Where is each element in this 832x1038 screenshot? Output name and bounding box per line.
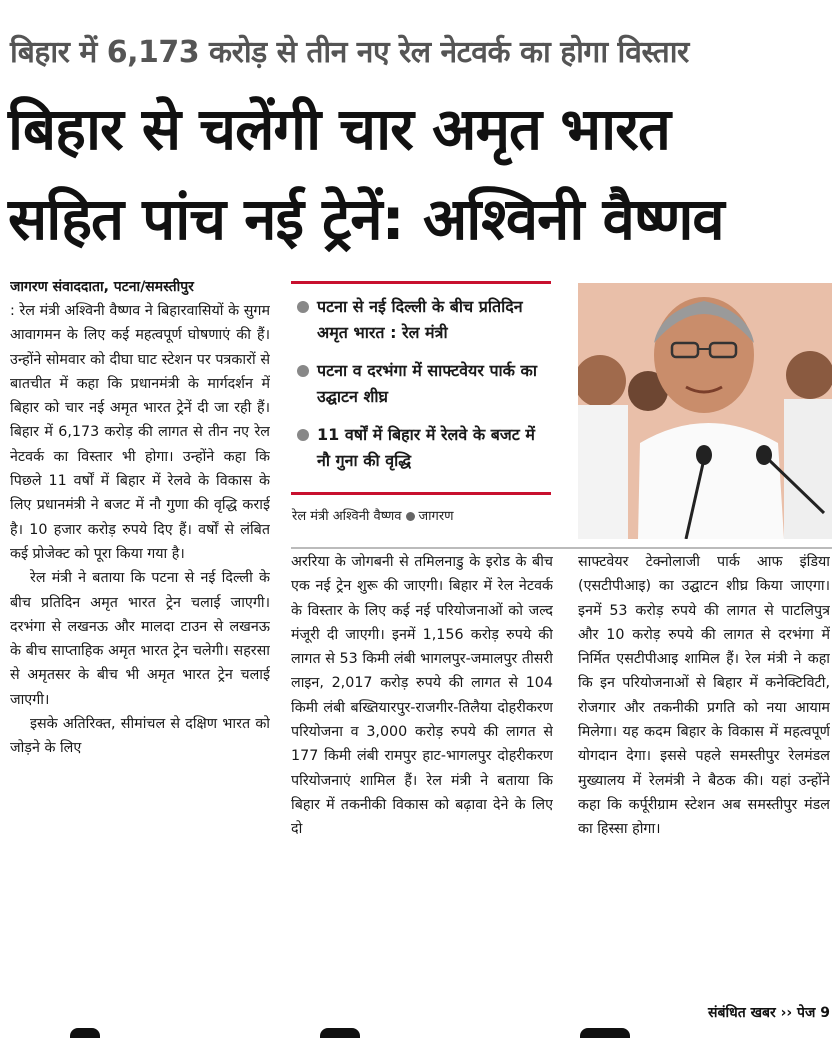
next-headline-fragment	[580, 1028, 630, 1038]
article-column-2	[291, 550, 553, 1020]
bullet-icon	[297, 365, 309, 377]
main-headline-line-2: सहित पांच नई ट्रेनें: अश्विनी वैष्णव	[8, 185, 724, 253]
photo-credit: जागरण	[418, 509, 454, 524]
article-paragraph-3: इसके अतिरिक्त, सीमांचल से दक्षिण भारत को जोड़ने के लिए	[10, 716, 270, 757]
next-headline-fragment	[320, 1028, 360, 1038]
caption-text: रेल मंत्री अश्विनी वैष्णव	[292, 509, 402, 524]
highlight-item	[295, 422, 547, 474]
news-photo	[578, 283, 832, 539]
highlight-item	[295, 358, 547, 410]
kicker-headline: बिहार में 6,173 करोड़ से तीन नए रेल नेटवर्क का होगा विस्तार	[10, 35, 689, 70]
main-headline-line-1: बिहार से चलेंगी चार अमृत भारत	[8, 95, 670, 163]
bullet-icon	[297, 429, 309, 441]
photo-caption	[292, 505, 562, 529]
column-divider	[291, 547, 832, 549]
bullet-icon	[406, 512, 415, 521]
related-news-link[interactable]: संबंधित खबर ›› पेज 9	[708, 1005, 830, 1021]
highlight-item	[295, 294, 547, 346]
next-headline-fragment	[70, 1028, 100, 1038]
article-column-3	[578, 550, 830, 998]
article-paragraph-2: रेल मंत्री ने बताया कि पटना से नई दिल्ली के बीच प्रतिदिन अमृत भारत ट्रेन चलाई जाएगी। दरभंगा से लखनऊ और मालदा टाउन से लखनऊ के बीच साप्ताहिक अमृत भारत ट्रेन चलेगी। सहरसा से अमृतसर के बीच भी अमृत भारत ट्रेन चलाई जाएगी।	[10, 570, 270, 708]
bullet-icon	[297, 301, 309, 313]
article-paragraph-5: साफ्टवेयर टेक्नोलाजी पार्क आफ इंडिया (एसटीपीआइ) का उद्घाटन शीघ्र किया जाएगा। इनमें 53 करोड़ रुपये की लागत से पाटलिपुत्र और 10 करोड़ रुपये की लागत से दरभंगा में निर्मित एसटीपीआइ शामिल हैं। रेल मंत्री ने कहा कि इन परियोजनाओं से बिहार में कनेक्टिविटी, रोजगार और तकनीकी प्रगति को नया आयाम मिलेगा। यह कदम बिहार के विकास में महत्वपूर्ण योगदान देगा। इससे पहले समस्तीपुर रेलमंडल मुख्यालय में रेलमंत्री ने बैठक की। यहां उन्होंने कहा कि कर्पूरीग्राम स्टेशन अब समस्तीपुर मंडल का हिस्सा होगा।	[578, 554, 830, 838]
highlight-text: पटना व दरभंगा में साफ्टवेयर पार्क का उद्घाटन शीघ्र	[317, 361, 537, 406]
speaker-photo-illustration	[578, 283, 832, 539]
article-paragraph-4: अररिया के जोगबनी से तमिलनाडु के इरोड के बीच एक नई ट्रेन शुरू की जाएगी। बिहार में रेल नेटवर्क के विस्तार के लिए कई नई परियोजनाओं को जल्द मंजूरी दी जाएगी। इनमें 1,156 करोड़ रुपये की लागत से 53 किमी लंबी भागलपुर-जमालपुर तीसरी लाइन, 2,017 करोड़ रुपये की लागत से 104 किमी लंबी बख्तियारपुर-राजगीर-तिलैया दोहरीकरण परियोजना व 3,000 करोड़ रुपये की लागत से 177 किमी लंबी रामपुर हाट-भागलपुर दोहरीकरण परियोजनाएं शामिल हैं। रेल मंत्री ने बताया कि बिहार में तकनीकी विकास को बढ़ावा देने के लिए दो	[291, 554, 553, 838]
byline: जागरण संवाददाता, पटना/समस्तीपुर	[10, 279, 194, 295]
highlight-text: पटना से नई दिल्ली के बीच प्रतिदिन अमृत भारत : रेल मंत्री	[317, 297, 523, 342]
article-paragraph-1: : रेल मंत्री अश्विनी वैष्णव ने बिहारवासियों के सुगम आवागमन के लिए कई महत्वपूर्ण घोषणाएं की हैं। उन्होंने सोमवार को दीघा घाट स्टेशन पर पत्रकारों से बातचीत में कहा कि प्रधानमंत्री के मार्गदर्शन में बिहार को चार नई अमृत भारत ट्रेनें दी जा रही हैं। बिहार में 6,173 करोड़ की लागत से तीन नए रेल नेटवर्क का विस्तार भी होगा। उन्होंने कहा कि पिछले 11 वर्षों में बिहार में रेलवे के विकास के लिए प्रधानमंत्री ने बजट में नौ गुणा की वृद्धि कराई है। 10 हजार करोड़ रुपये दिए हैं। वर्षों से लंबित कई प्रोजेक्ट को पूरा किया गया है।	[10, 303, 270, 562]
highlights-box	[291, 281, 551, 495]
highlight-text: 11 वर्षों में बिहार में रेलवे के बजट में नौ गुना की वृद्धि	[317, 425, 535, 470]
article-column-1	[10, 276, 270, 1038]
